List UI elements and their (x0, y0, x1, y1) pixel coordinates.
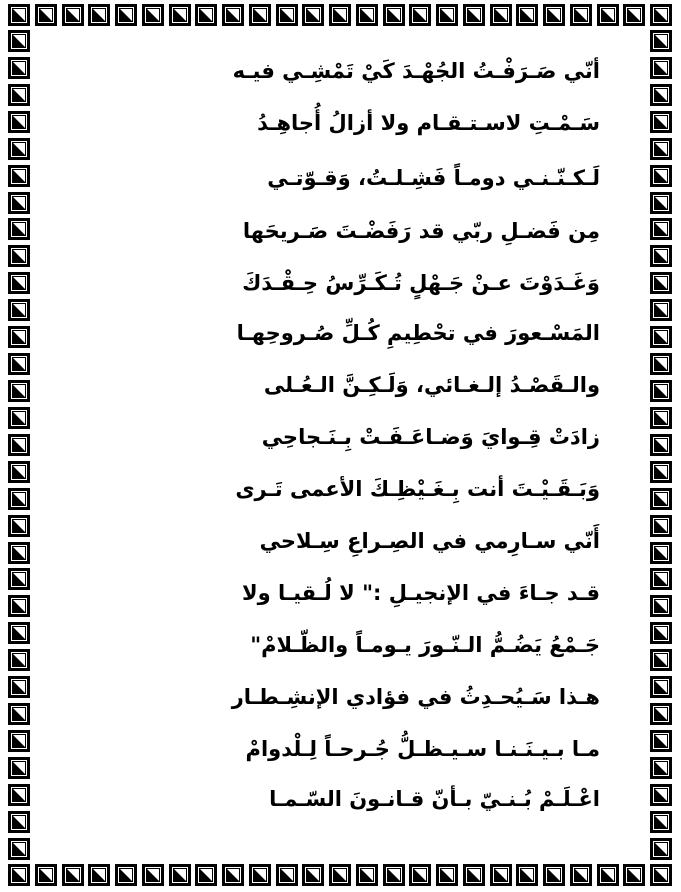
diagonal-split-square-icon (650, 838, 672, 860)
diagonal-split-square-icon (115, 4, 137, 26)
diagonal-split-square-icon (516, 4, 538, 26)
diagonal-split-square-icon (650, 218, 672, 240)
diagonal-split-square-icon (195, 864, 217, 886)
diagonal-split-square-icon (650, 730, 672, 752)
diagonal-split-square-icon (169, 864, 191, 886)
diagonal-split-square-icon (88, 4, 110, 26)
diagonal-split-square-icon (597, 4, 619, 26)
verse-line: مِن فَضـلِ ربّي قد رَفَضْـتَ صَـريحَها (242, 219, 600, 243)
diagonal-split-square-icon (8, 192, 30, 214)
diagonal-split-square-icon (650, 622, 672, 644)
verse-line: سَـمْـتِ لاسـتـقـام ولا أزالُ أُجاهِـدُ (257, 111, 600, 135)
diagonal-split-square-icon (409, 4, 431, 26)
verse-line: زادَتْ قِـوايَ وَضـاعَـفَـتْ بِـنَـجاحِي (261, 425, 600, 449)
diagonal-split-square-icon (88, 864, 110, 886)
diagonal-split-square-icon (570, 864, 592, 886)
diagonal-split-square-icon (650, 488, 672, 510)
diagonal-split-square-icon (650, 568, 672, 590)
diagonal-split-square-icon (8, 380, 30, 402)
verse-line: أَنّي سـارِمي في الصِـراعِ سِـلاحي (259, 529, 600, 553)
diagonal-split-square-icon (597, 864, 619, 886)
diagonal-split-square-icon (302, 4, 324, 26)
diagonal-split-square-icon (8, 111, 30, 133)
diagonal-split-square-icon (650, 649, 672, 671)
diagonal-split-square-icon (302, 864, 324, 886)
verse-line: اعْـلَـمْ بُـنـيّ بـأنّ قـانـونَ السّـمـا (269, 787, 600, 811)
diagonal-split-square-icon (249, 864, 271, 886)
diagonal-split-square-icon (35, 864, 57, 886)
diagonal-split-square-icon (8, 676, 30, 698)
diagonal-split-square-icon (383, 4, 405, 26)
diagonal-split-square-icon (8, 272, 30, 294)
diagonal-split-square-icon (650, 542, 672, 564)
verse-line: مـا بـيـنَـنـا سـيـظـلُّ جُـرحـاً لِـلْدوامْ (245, 737, 600, 761)
diagonal-split-square-icon (35, 4, 57, 26)
diagonal-split-square-icon (463, 4, 485, 26)
diagonal-split-square-icon (650, 245, 672, 267)
diagonal-split-square-icon (570, 4, 592, 26)
diagonal-split-square-icon (8, 568, 30, 590)
diagonal-split-square-icon (543, 4, 565, 26)
diagonal-split-square-icon (8, 138, 30, 160)
diagonal-split-square-icon (8, 326, 30, 348)
diagonal-split-square-icon (8, 353, 30, 375)
diagonal-split-square-icon (650, 380, 672, 402)
diagonal-split-square-icon (8, 622, 30, 644)
diagonal-split-square-icon (356, 864, 378, 886)
verse-line: المَسْـعورَ في تحْطِيمِ كُـلِّ صُـروحِهـا (236, 321, 600, 345)
diagonal-split-square-icon (650, 595, 672, 617)
verse-line: قـد جـاءَ في الإنجيـلِ :" لا لُـقيـا ولا (242, 581, 600, 605)
diagonal-split-square-icon (8, 542, 30, 564)
diagonal-split-square-icon (62, 864, 84, 886)
diagonal-split-square-icon (650, 111, 672, 133)
diagonal-split-square-icon (8, 461, 30, 483)
diagonal-split-square-icon (623, 864, 645, 886)
diagonal-split-square-icon (650, 407, 672, 429)
border-left (8, 30, 30, 860)
diagonal-split-square-icon (490, 864, 512, 886)
diagonal-split-square-icon (249, 4, 271, 26)
diagonal-split-square-icon (463, 864, 485, 886)
verse-line: جَـمْعُ يَضُـمُّ الـنّـورَ يـومـاً والظّـلامْ" (250, 633, 600, 657)
border-bottom (8, 864, 672, 886)
diagonal-split-square-icon (650, 138, 672, 160)
verse-line: هـذا سَـيُحـدِثُ في فؤادي الإنشِـطـار (231, 685, 600, 709)
diagonal-split-square-icon (8, 4, 30, 26)
diagonal-split-square-icon (650, 515, 672, 537)
diagonal-split-square-icon (195, 4, 217, 26)
diagonal-split-square-icon (623, 4, 645, 26)
diagonal-split-square-icon (8, 434, 30, 456)
diagonal-split-square-icon (8, 407, 30, 429)
diagonal-split-square-icon (142, 4, 164, 26)
diagonal-split-square-icon (543, 864, 565, 886)
diagonal-split-square-icon (8, 84, 30, 106)
diagonal-split-square-icon (650, 326, 672, 348)
diagonal-split-square-icon (650, 84, 672, 106)
verse-line: لَـكـنّـنـي دومـاً فَشِـلـتُ، وَقـوّتـي (267, 166, 600, 190)
diagonal-split-square-icon (8, 649, 30, 671)
diagonal-split-square-icon (222, 4, 244, 26)
diagonal-split-square-icon (329, 4, 351, 26)
verse-line: وَغَـدَوْتَ عـنْ جَـهْلٍ تُـكَـرِّسُ حِـقْـدَكَ (242, 271, 600, 295)
diagonal-split-square-icon (8, 703, 30, 725)
diagonal-split-square-icon (650, 676, 672, 698)
diagonal-split-square-icon (8, 299, 30, 321)
diagonal-split-square-icon (490, 4, 512, 26)
diagonal-split-square-icon (8, 757, 30, 779)
diagonal-split-square-icon (650, 784, 672, 806)
diagonal-split-square-icon (8, 595, 30, 617)
diagonal-split-square-icon (650, 192, 672, 214)
diagonal-split-square-icon (8, 730, 30, 752)
diagonal-split-square-icon (8, 245, 30, 267)
diagonal-split-square-icon (383, 864, 405, 886)
diagonal-split-square-icon (276, 4, 298, 26)
diagonal-split-square-icon (8, 488, 30, 510)
diagonal-split-square-icon (650, 461, 672, 483)
diagonal-split-square-icon (409, 864, 431, 886)
diagonal-split-square-icon (8, 515, 30, 537)
diagonal-split-square-icon (276, 864, 298, 886)
diagonal-split-square-icon (8, 57, 30, 79)
diagonal-split-square-icon (650, 864, 672, 886)
diagonal-split-square-icon (650, 757, 672, 779)
diagonal-split-square-icon (62, 4, 84, 26)
diagonal-split-square-icon (650, 434, 672, 456)
diagonal-split-square-icon (169, 4, 191, 26)
diagonal-split-square-icon (8, 838, 30, 860)
diagonal-split-square-icon (8, 30, 30, 52)
diagonal-split-square-icon (115, 864, 137, 886)
diagonal-split-square-icon (8, 864, 30, 886)
diagonal-split-square-icon (8, 165, 30, 187)
diagonal-split-square-icon (650, 811, 672, 833)
poem-body (40, 50, 600, 830)
diagonal-split-square-icon (329, 864, 351, 886)
diagonal-split-square-icon (650, 353, 672, 375)
diagonal-split-square-icon (8, 811, 30, 833)
border-right (650, 30, 672, 860)
diagonal-split-square-icon (8, 784, 30, 806)
diagonal-split-square-icon (516, 864, 538, 886)
diagonal-split-square-icon (650, 272, 672, 294)
diagonal-split-square-icon (436, 4, 458, 26)
verse-line: والـقَصْـدُ إلـغـائي، وَلَـكِـنَّ الـعُـلى (263, 373, 600, 397)
diagonal-split-square-icon (650, 4, 672, 26)
verse-line: وَبَـقَـيْـتَ أنت بِـغَـيْظِـكَ الأعمى تَـرى (235, 477, 600, 501)
diagonal-split-square-icon (650, 30, 672, 52)
diagonal-split-square-icon (650, 57, 672, 79)
diagonal-split-square-icon (356, 4, 378, 26)
diagonal-split-square-icon (436, 864, 458, 886)
verse-line: أنّي صَـرَفْـتُ الجُهْـدَ كَيْ تَمْشِـي فيـه (232, 59, 600, 83)
border-top (8, 4, 672, 26)
diagonal-split-square-icon (650, 165, 672, 187)
diagonal-split-square-icon (650, 703, 672, 725)
diagonal-split-square-icon (8, 218, 30, 240)
diagonal-split-square-icon (142, 864, 164, 886)
diagonal-split-square-icon (650, 299, 672, 321)
diagonal-split-square-icon (222, 864, 244, 886)
